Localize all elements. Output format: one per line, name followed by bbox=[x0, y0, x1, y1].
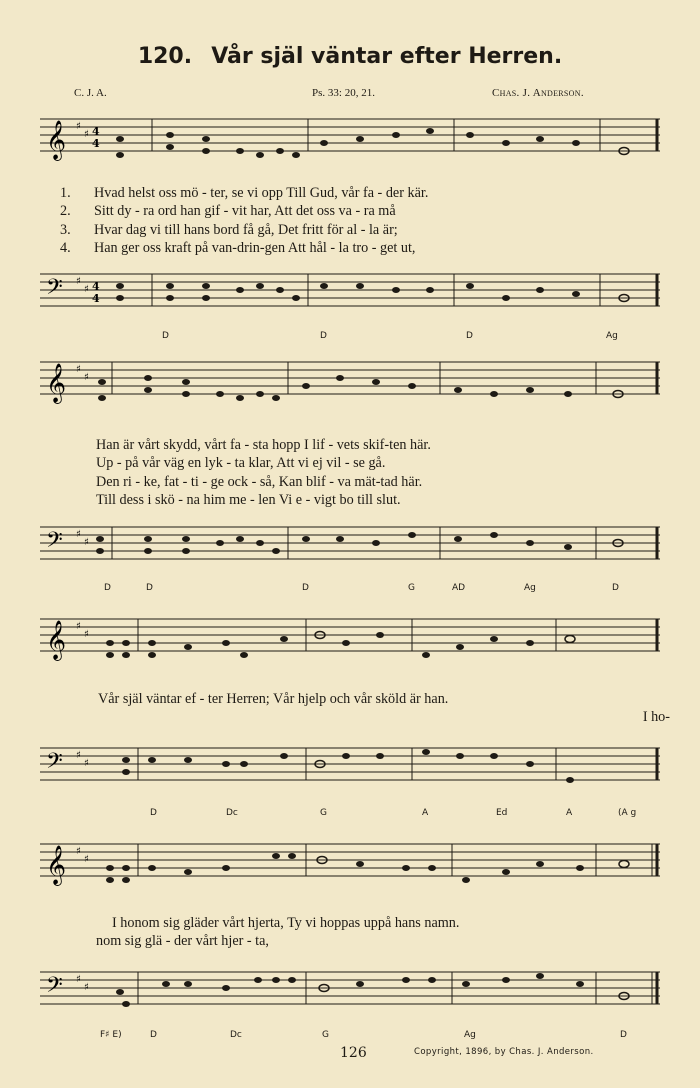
refrain-text: nom sig glä - der vårt hjer - ta, bbox=[96, 933, 269, 950]
chord-symbols-2 bbox=[40, 583, 660, 597]
chord-label: AD bbox=[452, 583, 466, 593]
svg-text:♯: ♯ bbox=[84, 854, 89, 865]
treble-staff-4 bbox=[40, 840, 660, 884]
chord-label: D bbox=[146, 583, 153, 593]
chord-label: G bbox=[322, 1030, 329, 1040]
verse-text: Till dess i skö - na him me - len Vi e - vigt bo till slut. bbox=[96, 492, 401, 509]
refrain-text: I honom sig gläder vårt hjerta, Ty vi hoppas uppå hans namn. bbox=[112, 915, 460, 931]
verse-text: Hvad helst oss mö - ter, se vi opp Till Gud, vår fa - der kär. bbox=[94, 185, 429, 201]
bass-staff-3 bbox=[40, 744, 660, 788]
bass-staff-1 bbox=[40, 270, 660, 314]
verse-text: Hvar dag vi till hans bord få gå, Det fritt för al - la är; bbox=[94, 221, 398, 238]
svg-text:4: 4 bbox=[92, 125, 100, 138]
svg-text:𝄢: 𝄢 bbox=[46, 528, 63, 558]
lyrics-system-3 bbox=[98, 690, 698, 727]
svg-text:𝄢: 𝄢 bbox=[46, 749, 63, 779]
svg-text:♯: ♯ bbox=[76, 974, 81, 985]
chord-label: A bbox=[422, 808, 429, 818]
bass-staff-2-notation bbox=[40, 523, 660, 567]
verse-line bbox=[96, 491, 696, 509]
lyricist-credit: C. J. A. bbox=[74, 87, 107, 99]
lyrics-system-1 bbox=[60, 184, 660, 258]
lyrics-system-4 bbox=[96, 914, 700, 951]
chord-symbols-4 bbox=[40, 1030, 660, 1044]
svg-text:♯: ♯ bbox=[76, 276, 81, 287]
svg-text:♯: ♯ bbox=[84, 982, 89, 993]
svg-text:𝄢: 𝄢 bbox=[46, 275, 63, 305]
svg-text:♯: ♯ bbox=[76, 529, 81, 540]
verse-number: 1. bbox=[60, 185, 71, 201]
chord-label: Ed bbox=[496, 808, 508, 818]
chord-label: Dc bbox=[226, 808, 238, 818]
svg-text:♯: ♯ bbox=[84, 629, 89, 640]
svg-text:𝄞: 𝄞 bbox=[46, 845, 67, 885]
svg-text:♯: ♯ bbox=[76, 846, 81, 857]
svg-text:𝄞: 𝄞 bbox=[46, 363, 67, 403]
chord-label: D bbox=[466, 331, 473, 341]
verse-number: 4. bbox=[60, 240, 71, 257]
svg-text:4: 4 bbox=[92, 292, 100, 305]
verse-number: 3. bbox=[60, 221, 71, 238]
hymn-heading bbox=[0, 44, 700, 69]
bass-staff-4-notation bbox=[40, 968, 660, 1012]
refrain-line bbox=[98, 690, 698, 708]
bass-staff-4 bbox=[40, 968, 660, 1012]
page-number: 126 bbox=[340, 1045, 367, 1061]
treble-staff-2-notation bbox=[40, 358, 660, 402]
verse-number: 2. bbox=[60, 203, 71, 220]
treble-staff-1 bbox=[40, 115, 660, 159]
treble-staff-3 bbox=[40, 615, 660, 659]
svg-text:♯: ♯ bbox=[84, 284, 89, 295]
chord-symbols-3 bbox=[40, 808, 660, 822]
chord-label: Dc bbox=[230, 1030, 242, 1040]
svg-text:♯: ♯ bbox=[76, 621, 81, 632]
chord-label: D bbox=[620, 1030, 627, 1040]
svg-text:4: 4 bbox=[92, 137, 100, 150]
verse-text: Den ri - ke, fat - ti - ge ock - så, Kan blif - va mät-tad här. bbox=[96, 473, 423, 490]
svg-text:♯: ♯ bbox=[84, 129, 89, 140]
refrain-text: I ho- bbox=[642, 709, 670, 726]
verse-text: Han är vårt skydd, vårt fa - sta hopp I lif - vets skif-ten här. bbox=[96, 437, 431, 453]
chord-label: Ag bbox=[524, 583, 536, 593]
verse-line bbox=[60, 184, 660, 202]
verse-line bbox=[60, 202, 660, 220]
refrain-text: Vår själ väntar ef - ter Herren; Vår hjelp och vår sköld är han. bbox=[98, 691, 449, 707]
chord-label: D bbox=[150, 1030, 157, 1040]
chord-label: D bbox=[162, 331, 169, 341]
verse-line bbox=[96, 454, 696, 472]
verse-line bbox=[60, 221, 660, 239]
svg-text:𝄞: 𝄞 bbox=[46, 120, 67, 160]
chord-label: Ag bbox=[464, 1030, 476, 1040]
bass-staff-1-notation bbox=[40, 270, 660, 314]
verse-line bbox=[96, 473, 696, 491]
svg-text:♯: ♯ bbox=[84, 758, 89, 769]
svg-text:♯: ♯ bbox=[76, 364, 81, 375]
chord-symbols-1 bbox=[40, 331, 660, 345]
svg-text:♯: ♯ bbox=[76, 750, 81, 761]
chord-label: Ag bbox=[606, 331, 618, 341]
svg-text:𝄞: 𝄞 bbox=[46, 620, 67, 660]
verse-text: Up - på vår väg en lyk - ta klar, Att vi ej vil - se gå. bbox=[96, 455, 386, 472]
svg-text:♯: ♯ bbox=[76, 121, 81, 132]
treble-staff-4-notation bbox=[40, 840, 660, 884]
treble-staff-2 bbox=[40, 358, 660, 402]
refrain-line bbox=[98, 708, 698, 726]
hymn-number: 120. bbox=[137, 44, 193, 69]
svg-text:4: 4 bbox=[92, 280, 100, 293]
verse-line bbox=[96, 436, 696, 454]
treble-staff-1-notation bbox=[40, 115, 660, 159]
chord-label: G bbox=[320, 808, 327, 818]
chord-label: D bbox=[302, 583, 309, 593]
composer-credit: Chas. J. Anderson. bbox=[492, 87, 584, 99]
bass-staff-2 bbox=[40, 523, 660, 567]
refrain-line bbox=[112, 914, 700, 932]
verse-text: Han ger oss kraft på van-drin-gen Att hål - la tro - get ut, bbox=[94, 240, 416, 257]
chord-label: A bbox=[566, 808, 573, 818]
hymn-title: Vår själ väntar efter Herren. bbox=[211, 44, 563, 69]
lyrics-system-2 bbox=[96, 436, 696, 510]
svg-text:♯: ♯ bbox=[84, 372, 89, 383]
svg-text:𝄢: 𝄢 bbox=[46, 973, 63, 1003]
chord-label: G bbox=[408, 583, 415, 593]
chord-label: F♯ E) bbox=[100, 1030, 122, 1040]
treble-staff-3-notation bbox=[40, 615, 660, 659]
verse-text: Sitt dy - ra ord han gif - vit har, Att det oss va - ra må bbox=[94, 203, 396, 220]
refrain-line bbox=[96, 932, 700, 950]
copyright-notice: Copyright, 1896, by Chas. J. Anderson. bbox=[414, 1047, 594, 1057]
svg-text:♯: ♯ bbox=[84, 537, 89, 548]
chord-label: (A g bbox=[618, 808, 637, 818]
bass-staff-3-notation bbox=[40, 744, 660, 788]
chord-label: D bbox=[612, 583, 619, 593]
chord-label: D bbox=[150, 808, 157, 818]
chord-label: D bbox=[104, 583, 111, 593]
chord-label: D bbox=[320, 331, 327, 341]
verse-line bbox=[60, 239, 660, 257]
scripture-reference: Ps. 33: 20, 21. bbox=[312, 87, 375, 99]
